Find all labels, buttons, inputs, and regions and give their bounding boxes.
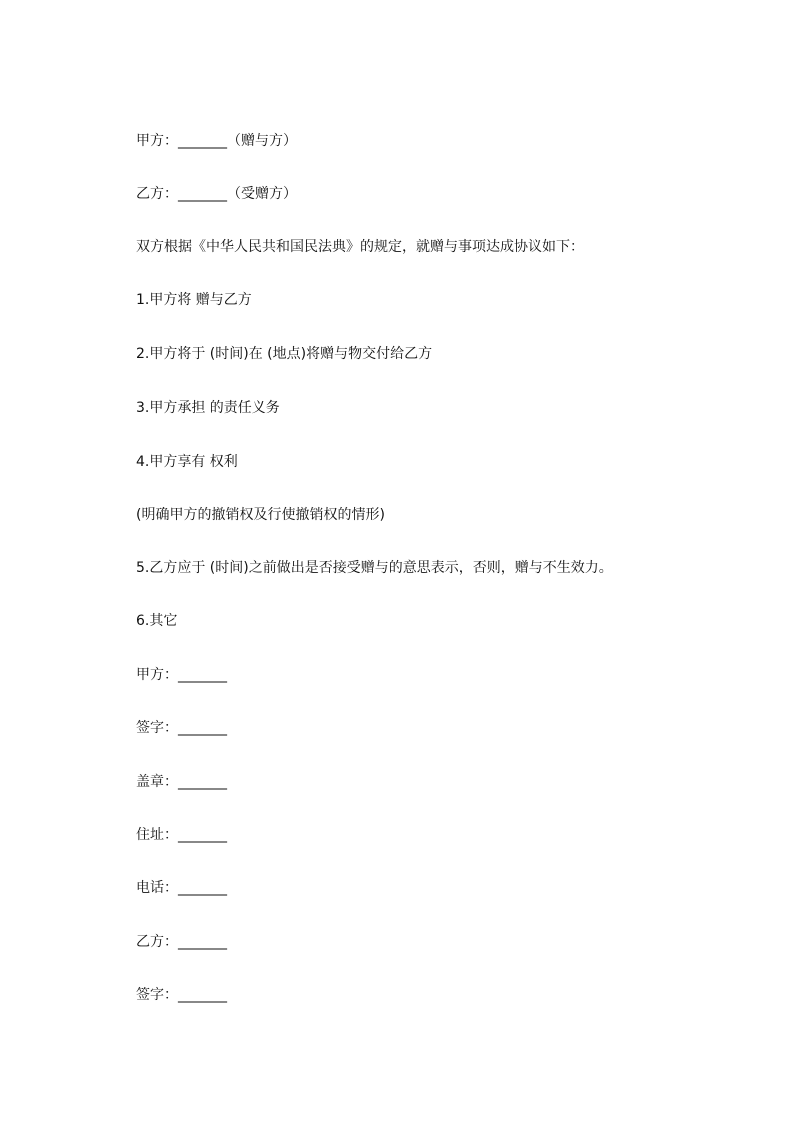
clause-3: 3.甲方承担 的责任义务 — [136, 400, 280, 416]
signature-sign-b: 签字：_______ — [136, 987, 227, 1003]
signature-party-a: 甲方：_______ — [136, 667, 227, 683]
signature-seal-a: 盖章：_______ — [136, 774, 227, 790]
signature-sign-a: 签字：_______ — [136, 720, 227, 736]
party-a-line: 甲方：_______（赠与方） — [136, 133, 297, 149]
signature-address-a: 住址：_______ — [136, 827, 227, 843]
signature-phone-a: 电话：_______ — [136, 880, 227, 896]
clause-5: 5.乙方应于 (时间)之前做出是否接受赠与的意思表示，否则，赠与不生效力。 — [136, 560, 613, 576]
clause-1: 1.甲方将 赠与乙方 — [136, 292, 252, 308]
party-b-line: 乙方：_______（受赠方） — [136, 186, 297, 202]
signature-party-b: 乙方：_______ — [136, 934, 227, 950]
clause-2: 2.甲方将于 (时间)在 (地点)将赠与物交付给乙方 — [136, 346, 433, 362]
agreement-intro: 双方根据《中华人民共和国民法典》的规定，就赠与事项达成协议如下： — [136, 239, 584, 255]
clause-4-note: (明确甲方的撤销权及行使撤销权的情形) — [136, 507, 385, 523]
clause-4: 4.甲方享有 权利 — [136, 454, 238, 470]
clause-6: 6.其它 — [136, 613, 178, 629]
